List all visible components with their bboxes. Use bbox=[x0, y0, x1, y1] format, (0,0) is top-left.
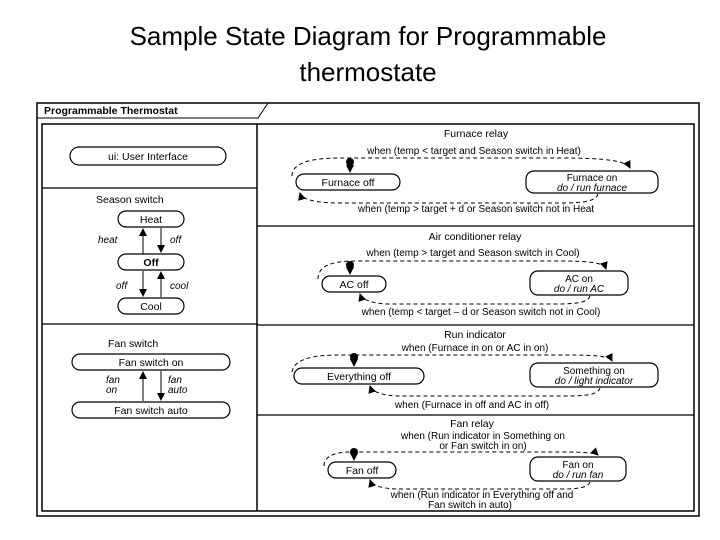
state-everything-off-label: Everything off bbox=[326, 371, 392, 383]
fan-trans-bottom-1: when (Run indicator in Everything off and bbox=[390, 490, 574, 501]
fan-trans-top-2: or Fan switch in on) bbox=[439, 441, 527, 452]
state-ac-on-activity: do / run AC bbox=[553, 284, 605, 295]
run-trans-top: when (Furnace in on or AC in on) bbox=[401, 343, 549, 354]
state-fan-off-label: Fan off bbox=[345, 465, 379, 477]
furnace-trans-bottom: when (temp > target + d or Season switch not in Heat bbox=[357, 204, 595, 215]
furnace-trans-top: when (temp < target and Season switch in Heat) bbox=[367, 146, 581, 157]
state-fan-switch-auto-label: Fan switch auto bbox=[114, 405, 188, 417]
ac-relay-region bbox=[318, 231, 628, 318]
state-off-label: Off bbox=[143, 257, 159, 269]
fan-relay-title: Fan relay bbox=[450, 418, 494, 430]
fan-switch-label-fan-on-2: on bbox=[106, 385, 118, 396]
furnace-relay-title: Furnace relay bbox=[443, 128, 509, 140]
fan-switch-label-fan-auto-1: fan bbox=[168, 375, 182, 386]
fan-relay-region bbox=[324, 418, 626, 511]
state-fan-on-label: Fan on bbox=[562, 460, 594, 471]
furnace-relay-region bbox=[292, 128, 658, 215]
ui-region bbox=[70, 147, 226, 165]
season-label-off-bottom: off bbox=[116, 281, 128, 292]
fan-switch-label-fan-auto-2: auto bbox=[168, 385, 188, 396]
ac-initial-dot bbox=[346, 261, 354, 269]
ac-trans-top: when (temp > target and Season switch in Cool) bbox=[366, 248, 580, 259]
state-heat-label: Heat bbox=[139, 214, 163, 226]
state-furnace-on-label: Furnace on bbox=[566, 173, 618, 184]
state-ac-off-label: AC off bbox=[339, 279, 369, 291]
season-switch-region bbox=[96, 194, 189, 314]
fan-arrow-off-to-on bbox=[324, 452, 598, 466]
season-label-off-top: off bbox=[170, 235, 182, 246]
ui-state-label: ui: User Interface bbox=[108, 151, 188, 163]
season-label-cool: cool bbox=[170, 281, 189, 292]
state-cool-label: Cool bbox=[140, 301, 162, 313]
season-switch-title: Season switch bbox=[96, 194, 164, 206]
state-fan-switch-on-label: Fan switch on bbox=[118, 357, 184, 369]
state-something-on-label: Something on bbox=[563, 366, 625, 377]
fan-switch-region bbox=[72, 338, 230, 418]
season-label-heat: heat bbox=[98, 235, 118, 246]
furnace-initial-dot bbox=[346, 158, 354, 166]
run-indicator-region bbox=[292, 329, 658, 411]
slide-title-line-2: thermostate bbox=[299, 57, 437, 87]
state-ac-on-label: AC on bbox=[565, 274, 593, 285]
fan-switch-label-fan-on-1: fan bbox=[106, 375, 120, 386]
ac-relay-title: Air conditioner relay bbox=[428, 231, 522, 243]
run-trans-bottom: when (Furnace in off and AC in off) bbox=[394, 400, 550, 411]
fan-trans-bottom-2: Fan switch in auto) bbox=[428, 500, 512, 511]
diagram-title: Programmable Thermostat bbox=[44, 105, 178, 117]
ac-trans-bottom: when (temp < target – d or Season switch not in Cool) bbox=[361, 307, 601, 318]
slide-title-line-1: Sample State Diagram for Programmable bbox=[129, 21, 607, 51]
state-something-on-activity: do / light indicator bbox=[554, 376, 634, 387]
fan-switch-title: Fan switch bbox=[108, 338, 159, 350]
run-indicator-title: Run indicator bbox=[444, 329, 506, 341]
fan-trans-top-1: when (Run indicator in Something on bbox=[401, 431, 565, 442]
state-fan-on-activity: do / run fan bbox=[552, 470, 604, 481]
furnace-arrow-on-to-off bbox=[300, 193, 598, 203]
state-furnace-on-activity: do / run furnace bbox=[556, 183, 628, 194]
state-furnace-off-label: Furnace off bbox=[321, 177, 375, 189]
run-initial-dot bbox=[350, 353, 358, 361]
